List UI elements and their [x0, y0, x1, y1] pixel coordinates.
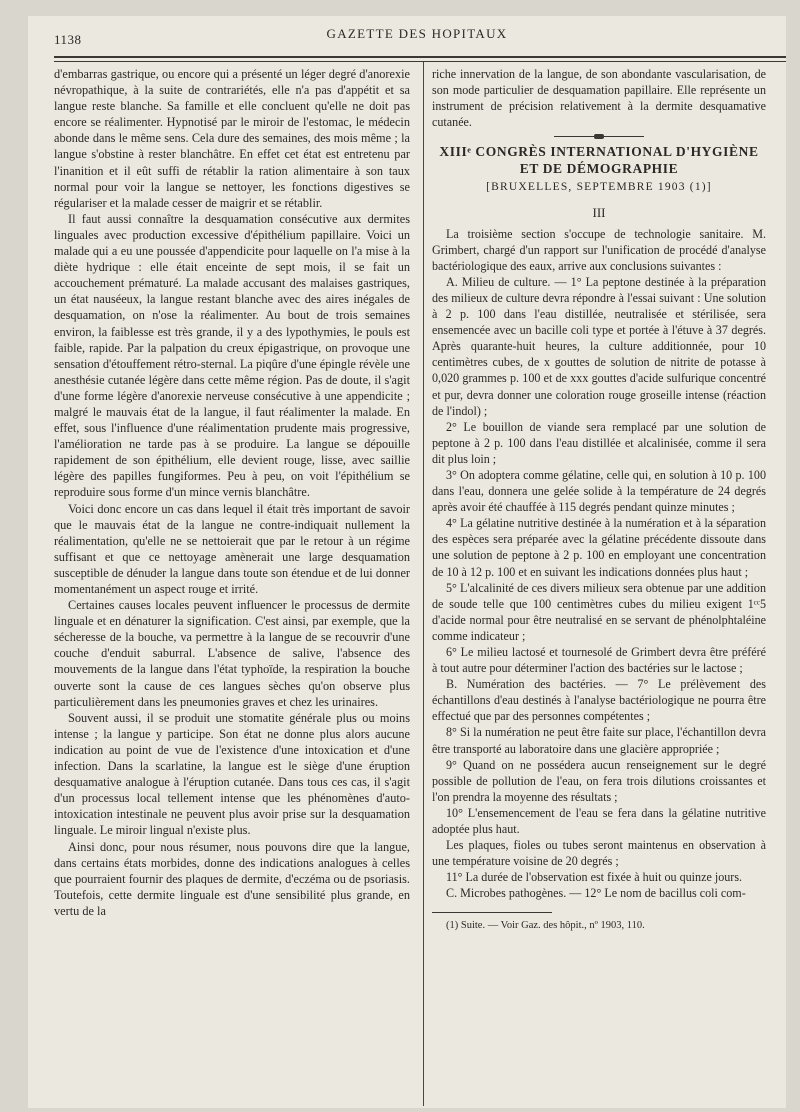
left-paragraph-2: Il faut aussi connaître la desquamation consécutive aux dermites linguales avec production excessive d'épithélium papillaire. Voici un malade qui a eu une poussée d'appendicite pour laquelle on l'a mise à la diète hydrique : elle était enceinte de sept mois, il se fait un accouchement prématuré. La malade accusant des malaises gastriques, un état nauséeux, la langue restant blanche avec des aires inégales de desquamation, on n'ose la réalimenter. Au bout de trois semaines environ, la faiblesse est très grande, il y a des lypothymies, le pouls est faible, rapide. Par la palpation du creux épigastrique, on provoque une sensation d'étouffement rétro-sternal. La piqûre d'une épingle révèle une anesthésie cutanée légère dans cette même région. Pas de doute, il s'agit d'une forme légère d'anorexie nerveuse consécutive à une appendicite ; malgré le mauvais état de la langue, il faut réalimenter la malade. En effet, sous l'influence d'une réalimentation prudente mais progressive, l'amélioration ne tarde pas à se produire. La langue se dépouille rapidement de son épithélium, elle devient rouge, lisse, avec saillie légère des papilles fungiformes. Peu à peu, on voit l'épithélium se reproduire sous forme d'un mince vernis blanchâtre. — [54, 211, 410, 500]
page-header — [54, 26, 780, 50]
footnote-rule — [432, 912, 552, 913]
right-paragraph-11: 10° L'ensemencement de l'eau se fera dans la gélatine nutritive adoptée plus haut. — [432, 805, 766, 837]
section-title-line-2: ET DE DÉMOGRAPHIE — [519, 161, 679, 177]
left-paragraph-1: d'embarras gastrique, ou encore qui a présenté un léger degré d'anorexie névropathique, à la suite de contrariétés, elle n'a pas d'appétit et sa langue reste blanche. Sa famille et elle concluent qu'elle ne doit pas encore se réalimenter. Hypnotisé par le miroir de l'estomac, le médecin abonde dans le même sens. Cela dure des semaines, des mois même ; la langue s'obstine à rester blanchâtre. En effet cet état est entretenu par l'inanition et il eût suffi de rétablir la ration alimentaire à son taux normal pour voir la langue se nettoyer, les fonctions digestives se régulariser et la malade cesser de maigrir et se rétablir. — [54, 67, 410, 210]
page-number: 1138 — [54, 32, 82, 47]
right-paragraph-9: 8° Si la numération ne peut être faite sur place, l'échantillon devra être transporté au laboratoire dans une glacière appropriée ; — [432, 725, 766, 756]
header-rule-thick — [54, 56, 786, 58]
right-paragraph-2: A. Milieu de culture. — 1° La peptone destinée à la préparation des milieux de culture devra répondre à l'essai suivant : Une solution à 2 p. 100 dans l'eau distillée, neutralisée et stérilisée, sera ensemencée avec un bacille coli type et portée à l'étuve à 37 degrés. Après quarante-huit heures, la culture additionnée, pour 10 centimètres cubes, de x gouttes de solution de nitrite de potasse à 0,020 grammes p. 100 et de xxx gouttes d'acide sulfurique concentré et pur, devra donner une coloration rouge groseille intense (réaction de l'indol) ; — [432, 274, 766, 418]
journal-title: GAZETTE DES HOPITAUX — [326, 26, 508, 41]
right-intro: riche innervation de la langue, de son abondante vascularisation, de son mode particulier de desquamation papillaire. Elle représente un instrument de précision relativement à la dermite desquamative cutanée. — [432, 67, 766, 130]
right-paragraph-1: La troisième section s'occupe de technologie sanitaire. M. Grimbert, chargé d'un rapport sur l'unification de procédé d'analyse bactériologique des eaux, arrive aux conclusions suivantes : — [432, 226, 766, 273]
left-paragraph-3: Voici donc encore un cas dans lequel il était très important de savoir que le mauvais état de la langue ne contre-indiquait nullement la réalimentation, qu'elle ne se nettoierait que par le retour à un régime suffisant et que ce nettoyage amènerait une large desquamation susceptible de dénuder la langue dans toute son étendue et de lui donner momentanément un aspect rouge et irrité. — [54, 501, 410, 596]
section-subtitle: [BRUXELLES, SEPTEMBRE 1903 (1)] — [486, 181, 712, 194]
left-paragraph-6: Ainsi donc, pour nous résumer, nous pouvons dire que la langue, dans certains états morbides, donne des indications analogues à celles que pourraient fournir des plaques de dermite, d'eczéma ou de psoriasis. Toutefois, cette dermite linguale est d'une sensibilité plus grande, en vertu de la — [54, 839, 410, 918]
right-paragraph-7: 6° Le milieu lactosé et tournesolé de Grimbert devra être préféré à tout autre pour déterminer l'action des bactéries sur le lactose ; — [432, 645, 766, 676]
footnote: (1) Suite. — Voir Gaz. des hôpit., nº 1903, 110. — [446, 919, 645, 931]
section-separator — [554, 136, 644, 137]
right-column — [432, 66, 766, 932]
right-paragraph-8: B. Numération des bactéries. — 7° Le prélèvement des échantillons d'eau destinés à l'analyse bactériologique ne pourra être effectué que par des personnes compétentes ; — [432, 677, 766, 724]
right-paragraph-14: C. Microbes pathogènes. — 12° Le nom de bacillus coli com- — [446, 886, 746, 901]
column-divider — [423, 62, 424, 1106]
right-paragraph-5: 4° La gélatine nutritive destinée à la numération et à la séparation des espèces sera préparée avec la gélatine précédente dissoute dans une solution de peptone à 2 p. 100 en employant une concentration de 10 à 12 p. 100 et en suivant les indications données plus haut ; — [432, 516, 766, 579]
left-paragraph-5: Souvent aussi, il se produit une stomatite générale plus ou moins intense ; la langue y participe. Son état ne donne plus alors aucune indication au point de vue de l'existence d'une intoxication et d'une infection. Dans la scarlatine, la langue est le siège d'une éruption desquamative analogue à l'éruption cutanée. Dans tous ces cas, il s'agit d'un processus local tellement intense que les phénomènes d'auto-intoxication intestinale ne peuvent plus avoir prise sur la desquamation linguale. Le miroir lingual n'existe plus. — [54, 710, 410, 838]
right-paragraph-3: 2° Le bouillon de viande sera remplacé par une solution de peptone à 2 p. 100 dans l'eau distillée et alcalinisée, comme il sera dit plus loin ; — [432, 419, 766, 466]
section-number: III — [592, 205, 606, 221]
right-paragraph-6: 5° L'alcalinité de ces divers milieux sera obtenue par une addition de soude telle que 100 centimètres cubes du milieu exigent 1ᶜᶜ5 d'acide normal pour être neutralisé en se servant de phénolphtaléine comme indicateur ; — [432, 580, 766, 643]
section-title-line-1: XIIIᵉ CONGRÈS INTERNATIONAL D'HYGIÈNE — [439, 144, 759, 160]
section-title — [432, 143, 766, 177]
right-paragraph-4: 3° On adoptera comme gélatine, celle qui, en solution à 10 p. 100 dans l'eau, donnera une gelée solide à la température de 24 degrés après avoir été chauffée à 115 degrés pendant quinze minutes ; — [432, 467, 766, 515]
right-paragraph-10: 9° Quand on ne possédera aucun renseignement sur le degré possible de pollution de l'eau, on fera trois dilutions croissantes et l'on prendra la moyenne des résultats ; — [432, 757, 766, 804]
header-rule-thin — [54, 61, 786, 62]
separator-ornament — [594, 134, 604, 139]
right-paragraph-13: 11° La durée de l'observation est fixée à huit ou quinze jours. — [446, 870, 743, 885]
left-column — [54, 66, 410, 919]
right-paragraph-12: Les plaques, fioles ou tubes seront maintenus en observation à une température voisine de 20 degrés ; — [432, 838, 766, 869]
left-paragraph-4: Certaines causes locales peuvent influencer le processus de dermite linguale et en dénaturer la signification. C'est ainsi, par exemple, que la sécheresse de la bouche, va permettre à la langue de se recouvrir d'une couche d'enduit saburral. L'absence de salive, l'absence des mouvements de la langue dans l'état typhoïde, la respiration la bouche ouverte sont la cause de ces langues sèches qu'on observe plus particulièrement dans les pneumonies graves et chez les urinaires. — [54, 598, 410, 709]
